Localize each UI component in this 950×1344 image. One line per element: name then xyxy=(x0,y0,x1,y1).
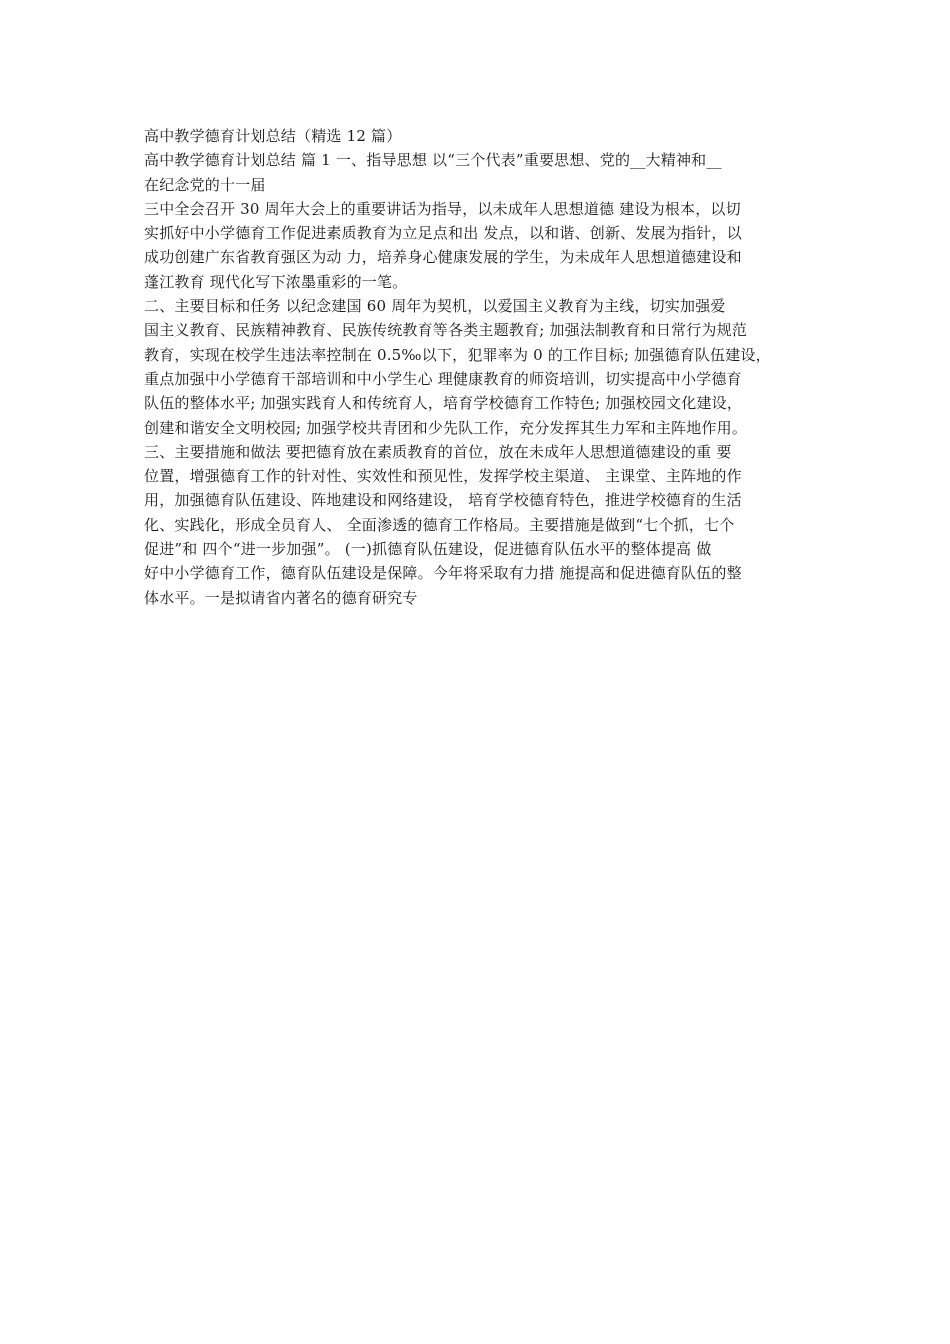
text-line: 创建和谐安全文明校园; 加强学校共青团和少先队工作，充分发挥其生力军和主阵地作用。 xyxy=(144,418,748,437)
text-line: 用，加强德育队伍建设、阵地建设和网络建设， 培育学校德育特色，推进学校德育的生活 xyxy=(144,491,742,510)
text-line: 体水平。一是拟请省内著名的德育研究专 xyxy=(144,588,418,607)
text-line: 化、实践化，形成全员育人、 全面渗透的德育工作格局。主要措施是做到“七个抓，七个 xyxy=(144,515,735,534)
text-line: 国主义教育、民族精神教育、民族传统教育等各类主题教育; 加强法制教育和日常行为规范 xyxy=(144,321,748,340)
text-line: 位置，增强德育工作的针对性、实效性和预见性，发挥学校主渠道、 主课堂、主阵地的作 xyxy=(144,467,742,486)
text-line: 高中教学德育计划总结 篇 1 一、指导思想 以“三个代表”重要思想、党的__大精神和__ xyxy=(144,151,722,170)
text-line: 好中小学德育工作，德育队伍建设是保障。今年将采取有力措 施提高和促进德育队伍的整 xyxy=(144,564,742,583)
text-line: 成功创建广东省教育强区为动 力，培养身心健康发展的学生，为未成年人思想道德建设和 xyxy=(144,248,742,267)
document-body xyxy=(144,124,820,610)
text-line: 实抓好中小学德育工作促进素质教育为立足点和出 发点，以和谐、创新、发展为指针，以 xyxy=(144,224,742,243)
text-line: 三中全会召开 30 周年大会上的重要讲话为指导，以未成年人思想道德 建设为根本，以切 xyxy=(144,199,741,218)
text-line: 蓬江教育 现代化写下浓墨重彩的一笔。 xyxy=(144,272,408,291)
text-line: 促进”和 四个“进一步加强”。 (一)抓德育队伍建设，促进德育队伍水平的整体提高 做 xyxy=(144,540,712,559)
text-line: 在纪念党的十一届 xyxy=(144,175,266,194)
section-heading-line: 二、主要目标和任务 以纪念建国 60 周年为契机，以爱国主义教育为主线，切实加强爱 xyxy=(144,297,726,316)
text-line: 队伍的整体水平; 加强实践育人和传统育人，培育学校德育工作特色; 加强校园文化建设， xyxy=(144,394,743,413)
section-heading-line: 三、主要措施和做法 要把德育放在素质教育的首位，放在未成年人思想道德建设的重 要 xyxy=(144,442,732,461)
document-title: 高中教学德育计划总结（精选 12 篇） xyxy=(144,127,402,145)
text-line: 教育，实现在校学生违法率控制在 0.5‰以下，犯罪率为 0 的工作目标; 加强德育队伍建设， xyxy=(144,345,771,364)
text-line: 重点加强中小学德育干部培训和中小学生心 理健康教育的师资培训，切实提高中小学德育 xyxy=(144,369,742,388)
